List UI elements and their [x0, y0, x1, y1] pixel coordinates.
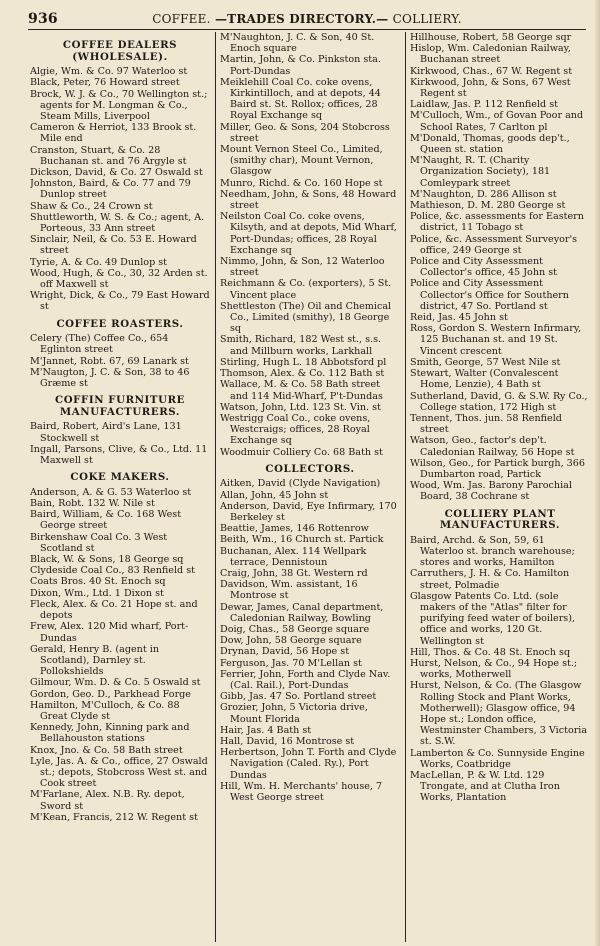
- directory-entry: Police and City Assessment Collector's Office for Southern district, 47 So. Portland st: [410, 278, 569, 312]
- directory-entry: Lyle, Jas. A. & Co., office, 27 Oswald st.; depots, Stobcross West st. and Cook street: [30, 755, 208, 790]
- directory-entry: M'Naughton, J. C. & Son, 40 St. Enoch square: [220, 32, 375, 55]
- directory-entry: Grozier, John, 5 Victoria drive, Mount Florida: [220, 702, 368, 725]
- section-heading: COKE MAKERS.: [70, 471, 170, 484]
- directory-entry: Watson, Geo., factor's dep't. Caledonian Railway, 56 Hope st: [410, 435, 575, 458]
- directory-entry: Reichmann & Co. (exporters), 5 St. Vincent place: [220, 278, 392, 301]
- directory-entry: M'Naugton, J. C. & Son, 38 to 46 Græme st: [30, 366, 190, 390]
- columns: [30, 32, 596, 942]
- directory-entry: Mount Vernon Steel Co., Limited, (smithy char), Mount Vernon, Glasgow: [220, 144, 383, 178]
- directory-entry: Dickson, David, & Co. 27 Oswald st: [30, 167, 203, 179]
- directory-entry: Hislop, Wm. Caledonian Railway, Buchanan street: [410, 43, 571, 66]
- directory-entry: Westrigg Coal Co., coke ovens, Westcraigs; offices, 28 Royal Exchange sq: [220, 412, 371, 447]
- directory-entry: Neilston Coal Co. coke ovens, Kilsyth, and at depots, Mid Wharf, Port-Dundas; offices, 28 Royal Exchange sq: [220, 211, 397, 256]
- directory-entry: Police, &c. Assessment Surveyor's office, 249 George st: [410, 233, 578, 256]
- column-2: [220, 32, 400, 942]
- section-heading: COFFEE ROASTERS.: [56, 317, 184, 330]
- directory-entry: Gibb, Jas. 47 So. Portland street: [220, 691, 377, 703]
- directory-entry: Shuttleworth, W. S. & Co.; agent, A. Porteous, 33 Ann street: [30, 211, 205, 235]
- directory-entry: Meiklehill Coal Co. coke ovens, Kirkintilloch, and at depots, 44 Baird st. St. Rollox; offices, 28 Royal Exchange sq: [220, 76, 381, 122]
- directory-entry: Hair, Jas. 4 Bath st: [220, 724, 312, 736]
- directory-entry: Brock, W. J. & Co., 70 Wellington st.; agents for M. Longman & Co., Steam Mills, Liverpool: [30, 88, 208, 122]
- directory-entry: Hamilton, M'Culloch, & Co. 88 Great Clyde st: [30, 699, 180, 722]
- directory-entry: Nimmo, John, & Son, 12 Waterloo street: [220, 256, 385, 279]
- directory-entry: Hurst, Nelson, & Co., 94 Hope st.; works, Motherwell: [410, 657, 578, 681]
- directory-entry: Beattie, James, 146 Rottenrow: [220, 523, 369, 535]
- directory-entry: Birkenshaw Coal Co. 3 West Scotland st: [30, 531, 168, 554]
- directory-entry: Ferrier, John, Forth and Clyde Nav. (Cal. Rail.), Port-Dundas: [220, 668, 391, 691]
- directory-entry: Gilmour, Wm. D. & Co. 5 Oswald st: [30, 677, 201, 689]
- page-edge-shadow: [594, 0, 600, 946]
- directory-entry: Wood, Wm. Jas. Barony Parochial Board, 38 Cochrane st: [410, 480, 572, 503]
- directory-entry: Mathieson, D. M. 280 George st: [410, 200, 566, 212]
- directory-entry: Clydeside Coal Co., 83 Renfield st: [30, 565, 196, 577]
- directory-entry: Shettleston (The) Oil and Chemical Co., Limited (smithy), 18 George sq: [220, 300, 392, 335]
- directory-entry: Tyrie, A. & Co. 49 Dunlop st: [30, 256, 168, 268]
- directory-entry: Sutherland, David, G. & S.W. Ry Co., College station, 172 High st: [410, 390, 588, 413]
- page-number: 936: [28, 11, 58, 27]
- directory-entry: Allan, John, 45 John st: [220, 489, 329, 501]
- directory-entry: Police, &c. assessments for Eastern district, 11 Tobago st: [410, 211, 584, 234]
- directory-entry: Dow, John, 58 George square: [220, 635, 362, 647]
- column-1: [30, 32, 210, 942]
- directory-entry: Gerald, Henry B. (agent in Scotland), Darnley st. Pollokshields: [30, 643, 159, 678]
- directory-entry: M'Kean, Francis, 212 W. Regent st: [30, 811, 198, 823]
- directory-entry: Needham, John, & Sons, 48 Howard street: [220, 188, 397, 212]
- directory-entry: Beith, Wm., 16 Church st. Partick: [220, 534, 384, 546]
- directory-entry: Hall, David, 16 Montrose st: [220, 735, 355, 747]
- running-left-word: COFFEE.: [152, 12, 211, 26]
- column-divider-1: [215, 32, 216, 942]
- directory-entry: Smith, George, 57 West Nile st: [410, 356, 561, 368]
- directory-entry: Tennent, Thos. jun. 58 Renfield street: [410, 412, 562, 436]
- column-3: [410, 32, 590, 942]
- directory-entry: Baird, Robert, Aird's Lane, 131 Stockwell st: [30, 421, 182, 444]
- running-title: [28, 10, 586, 28]
- directory-entry: Black, W. & Sons, 18 George sq: [30, 554, 184, 566]
- directory-entry: Smith, Richard, 182 West st., s.s. and Millburn works, Larkhall: [220, 334, 382, 357]
- directory-entry: MacLellan, P. & W. Ltd. 129 Trongate, and at Clutha Iron Works, Plantation: [410, 769, 560, 804]
- directory-entry: Baird, Archd. & Son, 59, 61 Waterloo st. branch warehouse; stores and works, Hamilton: [410, 534, 575, 569]
- directory-entry: Dewar, James, Canal department, Caledonian Railway, Bowling: [220, 601, 384, 624]
- directory-entry: Wood, Hugh, & Co., 30, 32 Arden st. off Maxwell st: [30, 267, 208, 291]
- directory-entry: Cameron & Herriot, 133 Brook st. Mile end: [30, 122, 197, 145]
- directory-entry: Baird, William, & Co. 168 West George street: [30, 509, 182, 532]
- directory-entry: Wright, Dick, & Co., 79 East Howard st: [30, 290, 210, 313]
- directory-entry: Hurst, Nelson, & Co. (The Glasgow Rolling Stock and Plant Works, Motherwell); Glasgow office, 94 Hope st.; London office, Westminster Chambers, 3 Victoria st. S.W.: [410, 680, 588, 748]
- directory-entry: Celery (The) Coffee Co., 654 Eglinton street: [30, 333, 169, 356]
- directory-entry: M'Naught, R. T. (Charity Organization Society), 181 Comleypark street: [410, 155, 551, 189]
- directory-entry: Woodmuir Colliery Co. 68 Bath st: [220, 446, 383, 458]
- directory-entry: Sinclair, Neil, & Co. 53 E. Howard street: [30, 234, 197, 257]
- directory-entry: Wallace, M. & Co. 58 Bath street and 114 Mid-Wharf, P't-Dundas: [220, 379, 383, 402]
- directory-entry: Wilson, Geo., for Partick burgh, 366 Dumbarton road, Partick: [410, 457, 585, 480]
- directory-entry: Dixon, Wm., Ltd. 1 Dixon st: [30, 587, 164, 599]
- directory-entry: Thomson, Alex. & Co. 112 Bath st: [220, 368, 385, 380]
- directory-entry: M'Jannet, Robt. 67, 69 Lanark st: [30, 355, 189, 367]
- section-heading: COLLIERY PLANT MANUFACTURERS.: [439, 507, 561, 532]
- directory-entry: Ross, Gordon S. Western Infirmary, 125 Buchanan st. and 19 St. Vincent crescent: [410, 323, 582, 357]
- directory-entry: Ferguson, Jas. 70 M'Lellan st: [220, 657, 362, 669]
- directory-entry: Hill, Wm. H. Merchants' house, 7 West George street: [220, 780, 383, 803]
- directory-entry: M'Farlane, Alex. N.B. Ry. depot, Sword st: [30, 789, 185, 812]
- directory-entry: Herbertson, John T. Forth and Clyde Navigation (Caled. Ry.), Port Dundas: [220, 747, 397, 781]
- column-divider-2: [405, 32, 406, 942]
- directory-entry: Fleck, Alex. & Co. 21 Hope st. and depots: [30, 598, 198, 622]
- directory-entry: Gordon, Geo. D., Parkhead Forge: [30, 688, 191, 700]
- directory-entry: M'Donald, Thomas, goods dep't., Queen st. station: [410, 132, 570, 156]
- directory-entry: Frew, Alex. 120 Mid wharf, Port-Dundas: [30, 621, 189, 644]
- directory-entry: Watson, John, Ltd. 123 St. Vin. st: [220, 401, 381, 413]
- directory-entry: Anderson, David, Eye Infirmary, 170 Berkeley st: [220, 500, 397, 523]
- directory-entry: Lamberton & Co. Sunnyside Engine Works, Coatbridge: [410, 747, 585, 770]
- directory-entry: Cranston, Stuart, & Co. 28 Buchanan st. and 76 Argyle st: [30, 144, 187, 167]
- directory-entry: Coats Bros. 40 St. Enoch sq: [30, 576, 166, 588]
- directory-entry: Munro, Richd. & Co. 160 Hope st: [220, 177, 383, 189]
- directory-entry: Kennedy, John, Kinning park and Bellahouston stations: [30, 722, 190, 745]
- directory-entry: Stirling, Hugh L. 18 Abbotsford pl: [220, 356, 387, 368]
- directory-entry: Anderson, A. & G. 53 Waterloo st: [30, 486, 192, 498]
- directory-entry: Shaw & Co., 24 Crown st: [30, 200, 153, 212]
- directory-entry: Johnston, Baird, & Co. 77 and 79 Dunlop street: [30, 178, 191, 201]
- directory-entry: Algie, Wm. & Co. 97 Waterloo st: [30, 66, 188, 78]
- section-heading: COFFEE DEALERS (WHOLESALE).: [62, 39, 178, 63]
- directory-entry: Craig, John, 38 Gt. Western rd: [220, 567, 368, 579]
- directory-entry: M'Naughton, D. 286 Allison st: [410, 188, 557, 200]
- directory-entry: Bain, Robt. 132 W. Nile st: [30, 498, 155, 510]
- directory-entry: Knox, Jno. & Co. 58 Bath street: [30, 744, 183, 756]
- directory-entry: Laidlaw, Jas. P. 112 Renfield st: [410, 99, 559, 111]
- directory-entry: Hill, Thos. & Co. 48 St. Enoch sq: [410, 646, 571, 658]
- directory-entry: Kirkwood, John, & Sons, 67 West Regent st: [410, 76, 571, 100]
- directory-entry: Davidson, Wm. assistant, 16 Montrose st: [220, 579, 358, 602]
- directory-entry: Aitken, David (Clyde Navigation): [220, 478, 381, 490]
- directory-entry: Glasgow Patents Co. Ltd. (sole makers of the "Atlas" filter for purifying feed water of boilers), office and works, 120 Gt. Wellington st: [410, 590, 575, 647]
- directory-entry: Hillhouse, Robert, 58 George sqr: [410, 32, 572, 43]
- directory-entry: M'Culloch, Wm., of Govan Poor and School Rates, 7 Carlton pl: [410, 110, 584, 133]
- directory-entry: Ingall, Parsons, Clive, & Co., Ltd. 11 Maxwell st: [30, 443, 208, 467]
- section-heading: COLLECTORS.: [265, 462, 355, 475]
- running-head: [28, 10, 586, 28]
- directory-entry: Miller, Geo. & Sons, 204 Stobcross street: [220, 121, 390, 144]
- directory-entry: Doig, Chas., 58 George square: [220, 623, 370, 635]
- directory-entry: Police and City Assessment Collector's office, 45 John st: [410, 256, 558, 279]
- running-right-word: COLLIERY.: [392, 12, 462, 26]
- directory-entry: Kirkwood, Chas., 67 W. Regent st: [410, 65, 573, 77]
- section-heading: COFFIN FURNITURE MANUFACTURERS.: [54, 394, 186, 418]
- running-center-title: —TRADES DIRECTORY.—: [214, 12, 389, 26]
- directory-entry: Drynan, David, 56 Hope st: [220, 646, 350, 658]
- directory-entry: Carruthers, J. H. & Co. Hamilton street, Polmadie: [410, 568, 570, 591]
- directory-entry: Stewart, Walter (Convalescent Home, Lenzie), 4 Bath st: [410, 368, 559, 391]
- directory-entry: Buchanan, Alex. 114 Wellpark terrace, Dennistoun: [220, 545, 367, 568]
- directory-entry: Reid, Jas. 45 John st: [410, 312, 508, 324]
- directory-entry: Black, Peter, 76 Howard street: [30, 77, 180, 89]
- directory-entry: Martin, John, & Co. Pinkston sta. Port-Dundas: [220, 54, 381, 77]
- header-rule: [28, 29, 586, 30]
